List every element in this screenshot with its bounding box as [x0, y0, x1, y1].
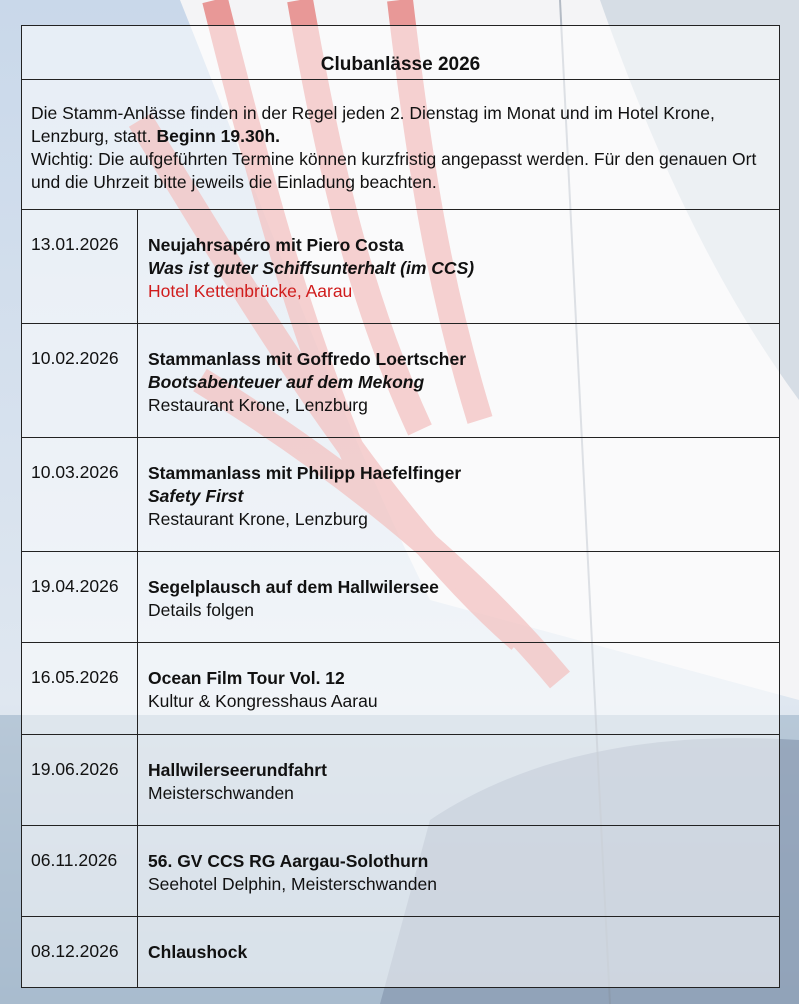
event-location: Meisterschwanden — [148, 783, 294, 803]
event-title: Stammanlass mit Philipp Haefelfinger — [148, 463, 462, 483]
event-row — [22, 438, 779, 552]
event-subtitle: Bootsabenteuer auf dem Mekong — [148, 372, 425, 392]
intro-line1: Die Stamm-Anlässe finden in der Regel jeden 2. Dienstag im Monat und im Hotel Krone, Lenzburg, statt. — [31, 103, 715, 146]
event-title: Chlaushock — [148, 942, 248, 962]
intro-start-time: Beginn 19.30h. — [156, 126, 281, 146]
event-title: Hallwilerseerundfahrt — [148, 760, 327, 780]
event-subtitle: Safety First — [148, 486, 244, 506]
event-details — [138, 643, 378, 734]
event-title: 56. GV CCS RG Aargau-Solothurn — [148, 851, 429, 871]
event-date: 19.06.2026 — [22, 735, 138, 825]
event-row — [22, 643, 779, 735]
event-date: 16.05.2026 — [22, 643, 138, 734]
event-location: Hotel Kettenbrücke, Aarau — [148, 281, 353, 301]
event-date: 13.01.2026 — [22, 210, 138, 323]
event-title: Ocean Film Tour Vol. 12 — [148, 668, 345, 688]
event-date: 10.03.2026 — [22, 438, 138, 551]
event-title: Stammanlass mit Goffredo Loertscher — [148, 349, 466, 369]
event-date: 08.12.2026 — [22, 917, 138, 987]
event-details — [138, 826, 437, 916]
event-row — [22, 917, 779, 987]
event-title: Neujahrsapéro mit Piero Costa — [148, 235, 404, 255]
events-table — [21, 25, 780, 988]
event-details — [138, 210, 474, 323]
event-date: 19.04.2026 — [22, 552, 138, 642]
event-row — [22, 735, 779, 826]
event-row — [22, 552, 779, 643]
event-row — [22, 210, 779, 324]
title-row — [22, 26, 779, 80]
event-details — [138, 438, 461, 551]
event-row — [22, 826, 779, 917]
event-location: Restaurant Krone, Lenzburg — [148, 395, 368, 415]
event-date: 10.02.2026 — [22, 324, 138, 437]
event-details — [138, 917, 247, 987]
event-location: Seehotel Delphin, Meisterschwanden — [148, 874, 437, 894]
event-date: 06.11.2026 — [22, 826, 138, 916]
page-title: Clubanlässe 2026 — [320, 54, 481, 75]
event-location: Restaurant Krone, Lenzburg — [148, 509, 368, 529]
intro-text — [22, 80, 779, 210]
intro-line2: Wichtig: Die aufgeführten Termine können kurzfristig angepasst werden. Für den genauen Ort und die Uhrzeit bitte jeweils die Einladung beachten. — [31, 149, 757, 192]
event-location: Details folgen — [148, 600, 255, 620]
event-details — [138, 735, 327, 825]
event-subtitle: Was ist guter Schiffsunterhalt (im CCS) — [148, 258, 475, 278]
event-location: Kultur & Kongresshaus Aarau — [148, 691, 378, 711]
event-title: Segelplausch auf dem Hallwilersee — [148, 577, 439, 597]
event-details — [138, 552, 439, 642]
event-details — [138, 324, 466, 437]
event-row — [22, 324, 779, 438]
